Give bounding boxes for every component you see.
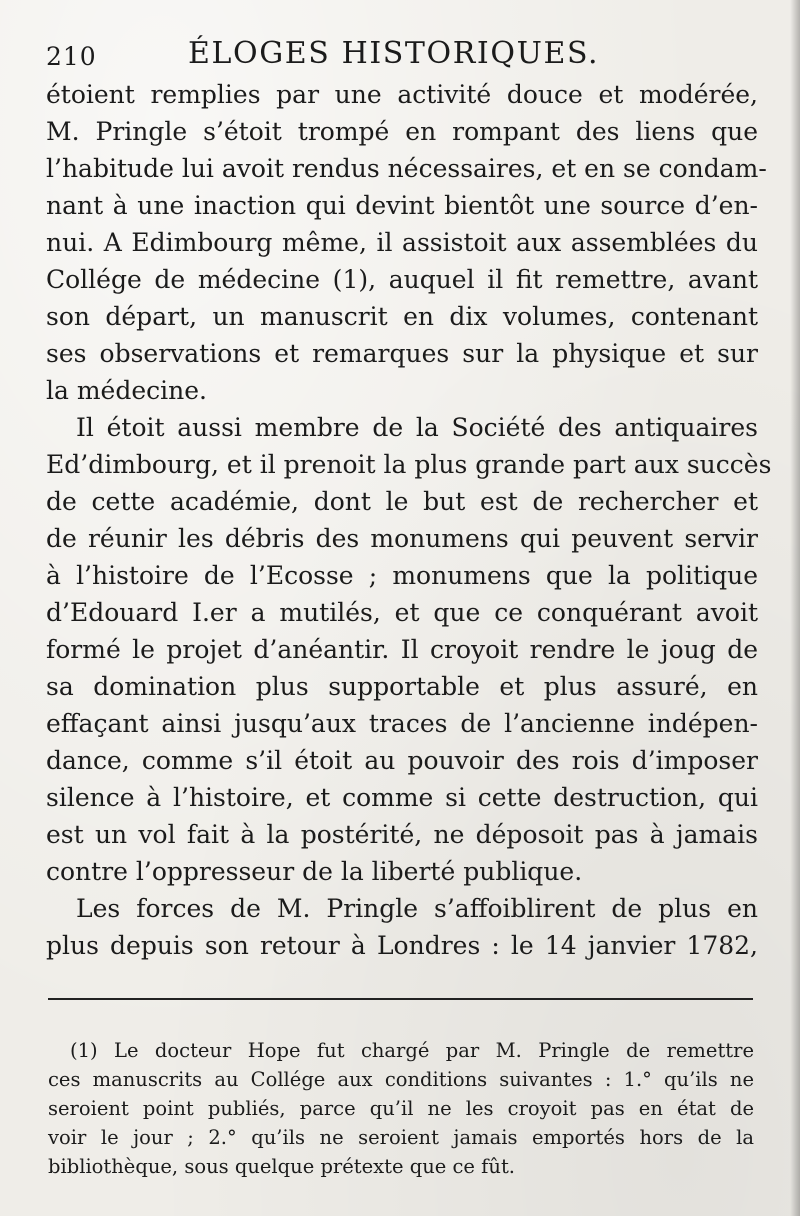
body-line: l’habitude lui avoit rendus nécessaires, et en se condam- [46, 154, 767, 183]
footnote-line: ces manuscrits au Collége aux conditions suivantes : 1.° qu’ils ne [48, 1068, 754, 1091]
body-line: nui. A Edimbourg même, il assistoit aux assemblées du [46, 228, 758, 257]
body-line: formé le projet d’anéantir. Il croyoit rendre le joug de [46, 635, 758, 664]
body-line: Collége de médecine (1), auquel il fit remettre, avant [46, 265, 758, 294]
footnotes [48, 1036, 754, 1181]
body-line: effaçant ainsi jusqu’aux traces de l’ancienne indépen- [46, 709, 758, 738]
body-line: nant à une inaction qui devint bientôt une source d’en- [46, 191, 758, 220]
footnote-line: bibliothèque, sous quelque prétexte que ce fût. [48, 1155, 515, 1178]
body-line: contre l’oppresseur de la liberté publique. [46, 857, 583, 886]
body-line: la médecine. [46, 376, 207, 405]
running-title: ÉLOGES HISTORIQUES. [188, 36, 600, 71]
body-line: M. Pringle s’étoit trompé en rompant des liens que [46, 117, 758, 146]
footnote-line: seroient point publiés, parce qu’il ne les croyoit pas en état de [48, 1097, 754, 1120]
footnote-divider [48, 998, 753, 1000]
body-line: de cette académie, dont le but est de rechercher et [46, 487, 758, 516]
footnote-line: (1) Le docteur Hope fut chargé par M. Pringle de remettre [70, 1039, 754, 1062]
footnote-line: voir le jour ; 2.° qu’ils ne seroient jamais emportés hors de la [48, 1126, 754, 1149]
page-edge-shadow [790, 0, 800, 1216]
body-line: Ed’dimbourg, et il prenoit la plus grande part aux succès [46, 450, 772, 479]
body-line: d’Edouard I.er a mutilés, et que ce conquérant avoit [46, 598, 758, 627]
paragraph-start-line: Il étoit aussi membre de la Société des antiquaires [76, 413, 758, 442]
body-line: est un vol fait à la postérité, ne déposoit pas à jamais [46, 820, 758, 849]
body-line: étoient remplies par une activité douce et modérée, [46, 80, 758, 109]
body-line: sa domination plus supportable et plus assuré, en [46, 672, 758, 701]
body-line: ses observations et remarques sur la physique et sur [46, 339, 758, 368]
body-text [46, 76, 772, 964]
body-line: à l’histoire de l’Ecosse ; monumens que la politique [46, 561, 758, 590]
body-line: silence à l’histoire, et comme si cette destruction, qui [46, 783, 758, 812]
paragraph-start-line: Les forces de M. Pringle s’affoiblirent de plus en [76, 894, 758, 923]
body-line: plus depuis son retour à Londres : le 14 janvier 1782, [46, 931, 758, 960]
body-line: son départ, un manuscrit en dix volumes, contenant [46, 302, 758, 331]
page-number: 210 [46, 42, 97, 71]
body-line: dance, comme s’il étoit au pouvoir des rois d’imposer [46, 746, 758, 775]
body-line: de réunir les débris des monumens qui peuvent servir [46, 524, 758, 553]
page-header [46, 34, 756, 74]
